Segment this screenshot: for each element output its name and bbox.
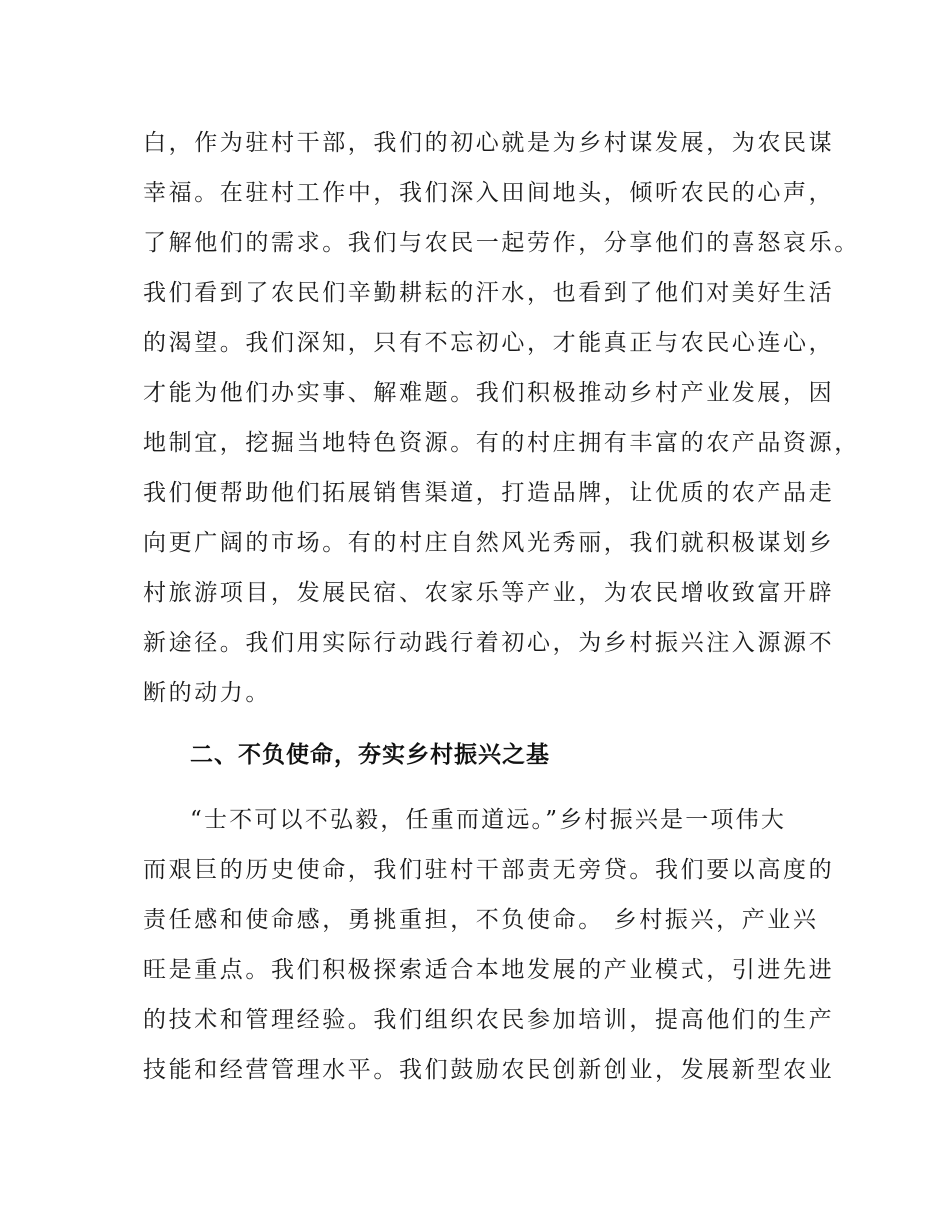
- paragraph-line: 新途径。我们用实际行动践行着初心，为乡村振兴注入源源不: [143, 630, 835, 656]
- paragraph-line: 的渴望。我们深知，只有不忘初心，才能真正与农民心连心，: [143, 330, 835, 356]
- paragraph-line: 向更广阔的市场。有的村庄自然风光秀丽，我们就积极谋划乡: [143, 530, 835, 556]
- paragraph-line: 了解他们的需求。我们与农民一起劳作，分享他们的喜怒哀乐。: [143, 230, 860, 256]
- paragraph-line: 责任感和使命感，勇挑重担，不负使命。 乡村振兴，产业兴: [143, 907, 819, 933]
- paragraph-line: 旺是重点。我们积极探索适合本地发展的产业模式，引进先进: [143, 957, 835, 983]
- paragraph-line: 才能为他们办实事、解难题。我们积极推动乡村产业发展，因: [143, 380, 835, 406]
- paragraph-line: “士不可以不弘毅，任重而道远。”乡村振兴是一项伟大: [190, 807, 787, 833]
- paragraph-line: 而艰巨的历史使命，我们驻村干部责无旁贷。我们要以高度的: [143, 857, 835, 883]
- paragraph-line: 断的动力。: [143, 680, 271, 706]
- paragraph-line: 我们便帮助他们拓展销售渠道，打造品牌，让优质的农产品走: [143, 480, 835, 506]
- paragraph-line: 技能和经营管理水平。我们鼓励农民创新创业，发展新型农业: [143, 1057, 835, 1083]
- paragraph-line: 村旅游项目，发展民宿、农家乐等产业，为农民增收致富开辟: [143, 580, 835, 606]
- paragraph-line: 幸福。在驻村工作中，我们深入田间地头，倾听农民的心声，: [143, 180, 835, 206]
- paragraph-line: 地制宜，挖掘当地特色资源。有的村庄拥有丰富的农产品资源，: [143, 430, 860, 456]
- paragraph-line: 的技术和管理经验。我们组织农民参加培训，提高他们的生产: [143, 1007, 835, 1033]
- section-heading: 二、不负使命，夯实乡村振兴之基: [190, 742, 550, 768]
- paragraph-line: 白，作为驻村干部，我们的初心就是为乡村谋发展，为农民谋: [143, 130, 835, 156]
- paragraph-line: 我们看到了农民们辛勤耕耘的汗水，也看到了他们对美好生活: [143, 280, 835, 306]
